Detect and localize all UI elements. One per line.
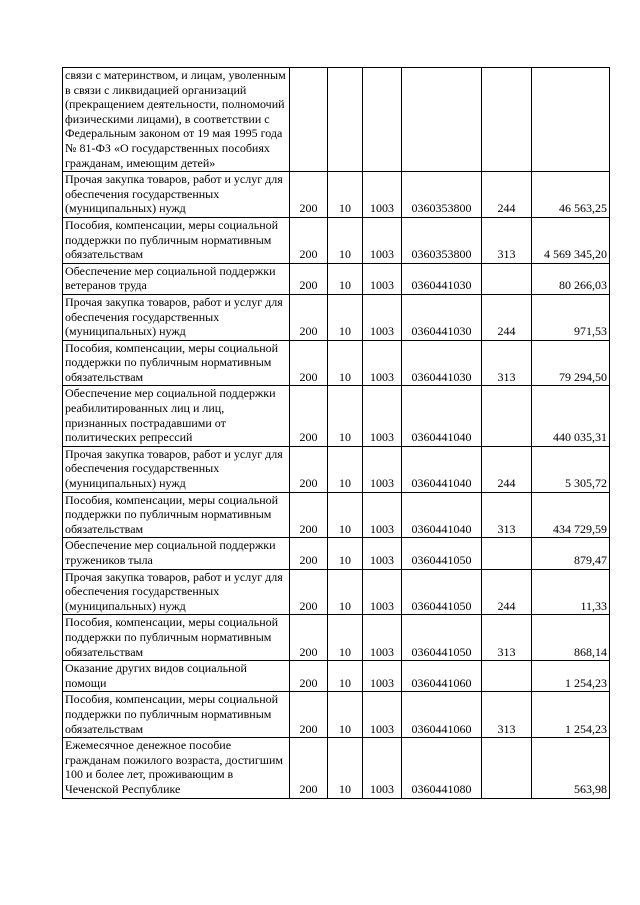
row-name-cell: Обеспечение мер социальной поддержки ветеранов труда <box>63 263 290 294</box>
row-section-cell: 10 <box>328 492 363 538</box>
row-grbs-cell: 200 <box>290 615 328 661</box>
row-name-cell: Обеспечение мер социальной поддержки тружеников тыла <box>63 538 290 569</box>
row-name-cell: Пособия, компенсации, меры социальной поддержки по публичным нормативным обязательствам <box>63 692 290 738</box>
row-grbs-cell: 200 <box>290 217 328 263</box>
row-section-cell: 10 <box>328 615 363 661</box>
row-expense-type-cell <box>482 738 532 798</box>
row-amount-cell: 971,53 <box>532 294 610 340</box>
row-amount-cell: 5 305,72 <box>532 446 610 492</box>
row-target-article-cell: 0360441060 <box>402 692 482 738</box>
row-amount-cell: 46 563,25 <box>532 172 610 218</box>
row-target-article-cell: 0360441030 <box>402 340 482 386</box>
row-subsection-cell: 1003 <box>363 692 402 738</box>
budget-table <box>62 67 610 799</box>
row-grbs-cell: 200 <box>290 263 328 294</box>
table-row <box>63 569 610 615</box>
row-expense-type-cell <box>482 386 532 446</box>
row-expense-type-cell <box>482 263 532 294</box>
table-row <box>63 294 610 340</box>
table-row <box>63 492 610 538</box>
row-grbs-cell: 200 <box>290 569 328 615</box>
row-grbs-cell: 200 <box>290 492 328 538</box>
row-subsection-cell: 1003 <box>363 263 402 294</box>
row-subsection-cell: 1003 <box>363 661 402 692</box>
table-row <box>63 538 610 569</box>
row-subsection-cell <box>363 68 402 172</box>
row-expense-type-cell <box>482 661 532 692</box>
table-row <box>63 615 610 661</box>
table-row <box>63 172 610 218</box>
row-target-article-cell: 0360353800 <box>402 217 482 263</box>
row-section-cell: 10 <box>328 340 363 386</box>
table-row <box>63 692 610 738</box>
table-row <box>63 217 610 263</box>
row-amount-cell: 80 266,03 <box>532 263 610 294</box>
row-grbs-cell: 200 <box>290 661 328 692</box>
row-name-cell: связи с материнством, и лицам, уволенным в связи с ликвидацией организаций (прекращением деятельности, полномочий физическими лицами), в соответствии с Федеральным законом от 19 мая 1995 года № 81-ФЗ «О государственных пособиях гражданам, имеющим детей» <box>63 68 290 172</box>
row-grbs-cell: 200 <box>290 294 328 340</box>
row-amount-cell: 1 254,23 <box>532 692 610 738</box>
row-target-article-cell: 0360441050 <box>402 569 482 615</box>
row-expense-type-cell: 313 <box>482 217 532 263</box>
row-section-cell: 10 <box>328 446 363 492</box>
row-expense-type-cell: 313 <box>482 340 532 386</box>
row-subsection-cell: 1003 <box>363 538 402 569</box>
row-expense-type-cell: 244 <box>482 172 532 218</box>
row-subsection-cell: 1003 <box>363 217 402 263</box>
row-name-cell: Пособия, компенсации, меры социальной поддержки по публичным нормативным обязательствам <box>63 217 290 263</box>
row-name-cell: Пособия, компенсации, меры социальной поддержки по публичным нормативным обязательствам <box>63 492 290 538</box>
row-grbs-cell: 200 <box>290 738 328 798</box>
table-row <box>63 386 610 446</box>
row-grbs-cell: 200 <box>290 172 328 218</box>
row-grbs-cell: 200 <box>290 692 328 738</box>
row-target-article-cell: 0360441040 <box>402 492 482 538</box>
row-name-cell: Пособия, компенсации, меры социальной поддержки по публичным нормативным обязательствам <box>63 615 290 661</box>
row-name-cell: Прочая закупка товаров, работ и услуг для обеспечения государственных (муниципальных) нужд <box>63 569 290 615</box>
row-target-article-cell: 0360441060 <box>402 661 482 692</box>
row-name-cell: Обеспечение мер социальной поддержки реабилитированных лиц и лиц, признанных пострадавшими от политических репрессий <box>63 386 290 446</box>
row-grbs-cell: 200 <box>290 446 328 492</box>
row-amount-cell: 4 569 345,20 <box>532 217 610 263</box>
row-subsection-cell: 1003 <box>363 492 402 538</box>
row-section-cell: 10 <box>328 217 363 263</box>
row-section-cell: 10 <box>328 692 363 738</box>
row-section-cell: 10 <box>328 263 363 294</box>
row-subsection-cell: 1003 <box>363 569 402 615</box>
row-subsection-cell: 1003 <box>363 172 402 218</box>
row-subsection-cell: 1003 <box>363 340 402 386</box>
row-target-article-cell <box>402 68 482 172</box>
table-row <box>63 738 610 798</box>
row-amount-cell: 79 294,50 <box>532 340 610 386</box>
row-section-cell: 10 <box>328 661 363 692</box>
row-grbs-cell: 200 <box>290 340 328 386</box>
row-subsection-cell: 1003 <box>363 294 402 340</box>
row-section-cell: 10 <box>328 294 363 340</box>
row-expense-type-cell: 244 <box>482 294 532 340</box>
row-grbs-cell: 200 <box>290 538 328 569</box>
row-amount-cell <box>532 68 610 172</box>
row-name-cell: Прочая закупка товаров, работ и услуг для обеспечения государственных (муниципальных) нужд <box>63 294 290 340</box>
row-expense-type-cell: 313 <box>482 492 532 538</box>
row-target-article-cell: 0360353800 <box>402 172 482 218</box>
table-row <box>63 661 610 692</box>
row-expense-type-cell: 244 <box>482 569 532 615</box>
row-target-article-cell: 0360441040 <box>402 386 482 446</box>
row-subsection-cell: 1003 <box>363 615 402 661</box>
row-target-article-cell: 0360441040 <box>402 446 482 492</box>
row-expense-type-cell <box>482 68 532 172</box>
row-subsection-cell: 1003 <box>363 738 402 798</box>
row-section-cell: 10 <box>328 538 363 569</box>
row-name-cell: Прочая закупка товаров, работ и услуг для обеспечения государственных (муниципальных) нужд <box>63 172 290 218</box>
row-grbs-cell <box>290 68 328 172</box>
row-name-cell: Прочая закупка товаров, работ и услуг для обеспечения государственных (муниципальных) нужд <box>63 446 290 492</box>
row-expense-type-cell: 313 <box>482 615 532 661</box>
row-name-cell: Оказание других видов социальной помощи <box>63 661 290 692</box>
row-subsection-cell: 1003 <box>363 446 402 492</box>
row-section-cell: 10 <box>328 569 363 615</box>
table-row <box>63 446 610 492</box>
table-row <box>63 68 610 172</box>
row-amount-cell: 434 729,59 <box>532 492 610 538</box>
row-name-cell: Ежемесячное денежное пособие гражданам пожилого возраста, достигшим 100 и более лет, проживающим в Чеченской Республике <box>63 738 290 798</box>
row-subsection-cell: 1003 <box>363 386 402 446</box>
row-expense-type-cell <box>482 538 532 569</box>
row-target-article-cell: 0360441080 <box>402 738 482 798</box>
row-section-cell <box>328 68 363 172</box>
row-amount-cell: 1 254,23 <box>532 661 610 692</box>
row-target-article-cell: 0360441050 <box>402 538 482 569</box>
row-target-article-cell: 0360441030 <box>402 263 482 294</box>
row-section-cell: 10 <box>328 386 363 446</box>
row-amount-cell: 563,98 <box>532 738 610 798</box>
table-row <box>63 263 610 294</box>
row-target-article-cell: 0360441050 <box>402 615 482 661</box>
row-section-cell: 10 <box>328 172 363 218</box>
table-row <box>63 340 610 386</box>
row-grbs-cell: 200 <box>290 386 328 446</box>
row-section-cell: 10 <box>328 738 363 798</box>
row-name-cell: Пособия, компенсации, меры социальной поддержки по публичным нормативным обязательствам <box>63 340 290 386</box>
row-amount-cell: 879,47 <box>532 538 610 569</box>
row-amount-cell: 868,14 <box>532 615 610 661</box>
row-expense-type-cell: 244 <box>482 446 532 492</box>
row-target-article-cell: 0360441030 <box>402 294 482 340</box>
row-expense-type-cell: 313 <box>482 692 532 738</box>
budget-table-body <box>63 68 610 799</box>
row-amount-cell: 11,33 <box>532 569 610 615</box>
row-amount-cell: 440 035,31 <box>532 386 610 446</box>
